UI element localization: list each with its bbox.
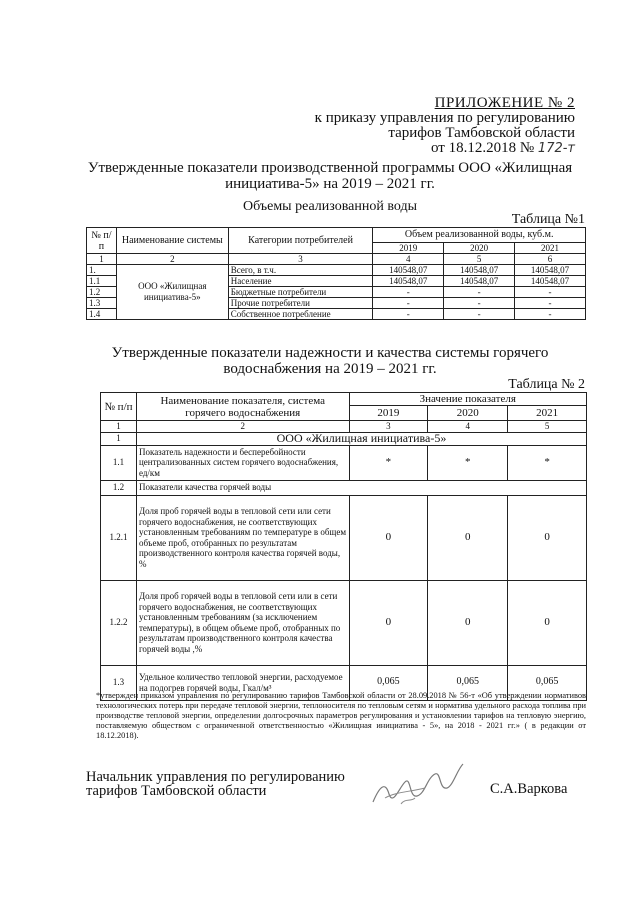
t2-index-cell: 1 (101, 421, 137, 433)
t1-index-cell: 5 (444, 254, 515, 265)
t1-row-category: Прочие потребители (228, 298, 373, 309)
t2-row-value: 0 (428, 495, 508, 580)
t1-header-system: Наименование системы (116, 228, 228, 254)
t1-row-value: - (373, 309, 444, 320)
t1-row-category: Бюджетные потребители (228, 287, 373, 298)
signatory-name: С.А.Варкова (490, 781, 568, 797)
t2-row-num: 1.2 (101, 480, 137, 495)
t1-year-2019: 2019 (373, 243, 444, 254)
t2-company-row (101, 432, 587, 445)
table1-caption: Таблица №1 (511, 212, 585, 227)
t1-header-volume: Объем реализованной воды, куб.м. (373, 228, 586, 243)
table2-title (90, 345, 570, 377)
table2-caption: Таблица № 2 (508, 377, 585, 392)
t2-row-value: 0 (428, 580, 508, 665)
t1-index-cell: 4 (373, 254, 444, 265)
t1-row-value: - (515, 287, 586, 298)
appendix-line2: тарифов Тамбовской области (388, 125, 575, 141)
t2-row-num: 1.2.2 (101, 580, 137, 665)
t2-row-value: 0 (349, 495, 428, 580)
t2-row-value: 0,065 (508, 665, 587, 700)
t1-year-2020: 2020 (444, 243, 515, 254)
t1-row-num: 1. (87, 265, 117, 276)
appendix-title: ПРИЛОЖЕНИЕ № 2 (434, 95, 575, 111)
t1-row-value: - (515, 309, 586, 320)
footnote: *утвержден приказом управления по регулированию тарифов Тамбовской области от 28.09.2018 № 56-т «Об утверждении нормативов технологических потерь при передаче тепловой энергии, теплоносителя по тепловым сетям и норматива удельного расхода топлива при производстве тепловой энергии, определении долгосрочных параметров регулирования и установлении тарифов на тепловую энергию, поставляемую обществом с ограниченной ответственностью «Жилищная инициатива - 5», на 2018 - 2021 гг.» ( в редакции от 18.12.2018). (96, 691, 586, 740)
table-row (101, 580, 587, 665)
t1-row-value: - (444, 287, 515, 298)
t2-header-value: Значение показателя (349, 393, 587, 406)
table2-title-line1: Утвержденные показатели надежности и качества системы горячего (111, 345, 549, 361)
t2-year-2020: 2020 (428, 406, 508, 421)
handwritten-signature (365, 758, 475, 814)
t1-row-value: - (515, 298, 586, 309)
t1-index-cell: 3 (228, 254, 373, 265)
appendix-date: от 18.12.2018 № (431, 140, 535, 156)
t2-row-value: 0,065 (349, 665, 428, 700)
t1-index-cell: 2 (116, 254, 228, 265)
table-row (87, 265, 586, 276)
t1-row-value: - (444, 309, 515, 320)
t2-company-num: 1 (101, 432, 137, 445)
t2-company-name: ООО «Жилищная инициатива-5» (136, 432, 586, 445)
t2-row-name: Показатель надежности и бесперебойности централизованных систем горячего водоснабжения, ед/км (136, 445, 349, 480)
t1-row-value: - (373, 298, 444, 309)
doc-title-line1: Утвержденные показатели производственной программы ООО «Жилищная (87, 160, 573, 176)
t1-row-value: - (373, 287, 444, 298)
table-water-volume (86, 227, 586, 320)
t1-row-value: 140548,07 (515, 276, 586, 287)
t1-row-value: 140548,07 (444, 276, 515, 287)
t2-row-name: Доля проб горячей воды в тепловой сети или в сети горячего водоснабжения, не соответствующих установленным требованиям (за исключением температуры), в общем объеме проб, отобранных по результатам производственного контроля качества горячей воды ,% (136, 580, 349, 665)
t1-year-2021: 2021 (515, 243, 586, 254)
signatory-position-line1: Начальник управления по регулированию (86, 769, 345, 785)
signatory-position (86, 770, 366, 798)
t2-year-2019: 2019 (349, 406, 428, 421)
t2-header-name: Наименование показателя, система горячего водоснабжения (136, 393, 349, 421)
t2-row-num: 1.1 (101, 445, 137, 480)
t1-row-value: 140548,07 (373, 265, 444, 276)
t2-index-cell: 5 (508, 421, 587, 433)
t2-index-cell: 2 (136, 421, 349, 433)
doc-title (70, 160, 590, 192)
t2-row-num: 1.3 (101, 665, 137, 700)
t2-row-name: Доля проб горячей воды в тепловой сети или сети горячего водоснабжения, не соответствующих установленным требованиям по температуре в общем объеме проб, отобранных по результатам производственного контроля качества горячей воды, % (136, 495, 349, 580)
t1-row-num: 1.4 (87, 309, 117, 320)
t2-row-value: 0 (508, 495, 587, 580)
t1-row-num: 1.3 (87, 298, 117, 309)
appendix-line1: к приказу управления по регулированию (314, 110, 575, 126)
t2-row-value: 0,065 (428, 665, 508, 700)
t1-row-category: Собственное потребление (228, 309, 373, 320)
t2-row-value: 0 (349, 580, 428, 665)
t2-index-cell: 3 (349, 421, 428, 433)
table-reliability-quality (100, 392, 587, 701)
t1-row-value: 140548,07 (373, 276, 444, 287)
t2-index-cell: 4 (428, 421, 508, 433)
table-row (101, 480, 587, 495)
t1-row-value: - (444, 298, 515, 309)
table2-title-line2: водоснабжения на 2019 – 2021 гг. (223, 361, 437, 377)
appendix-header (250, 96, 575, 156)
table-row (101, 495, 587, 580)
t2-row-name: Показатели качества горячей воды (136, 480, 586, 495)
doc-title-line2: инициатива-5» на 2019 – 2021 гг. (225, 176, 435, 192)
t1-row-category: Всего, в т.ч. (228, 265, 373, 276)
t2-row-name: Удельное количество тепловой энергии, расходуемое на подогрев горячей воды, Гкал/м³ (136, 665, 349, 700)
t1-row-value: 140548,07 (444, 265, 515, 276)
signatory-position-line2: тарифов Тамбовской области (86, 783, 267, 799)
t1-row-num: 1.2 (87, 287, 117, 298)
t1-index-cell: 1 (87, 254, 117, 265)
t1-header-category: Категории потребителей (228, 228, 373, 254)
t1-company-name: ООО «Жилищная инициатива-5» (116, 265, 228, 320)
t2-row-value: * (349, 445, 428, 480)
t1-row-value: 140548,07 (515, 265, 586, 276)
t2-row-num: 1.2.1 (101, 495, 137, 580)
t1-index-row (87, 254, 586, 265)
t2-row-value: * (428, 445, 508, 480)
t2-header-num: № п/п (101, 393, 137, 421)
t2-row-value: 0 (508, 580, 587, 665)
table-row (101, 445, 587, 480)
handwritten-order-number: 172-т (537, 141, 575, 156)
appendix-line3 (250, 141, 575, 156)
t2-row-value: * (508, 445, 587, 480)
t1-row-category: Население (228, 276, 373, 287)
t1-index-cell: 6 (515, 254, 586, 265)
table1-section-title: Объемы реализованной воды (242, 199, 417, 214)
t1-row-num: 1.1 (87, 276, 117, 287)
t1-header-num: № п/п (87, 228, 117, 254)
t2-year-2021: 2021 (508, 406, 587, 421)
